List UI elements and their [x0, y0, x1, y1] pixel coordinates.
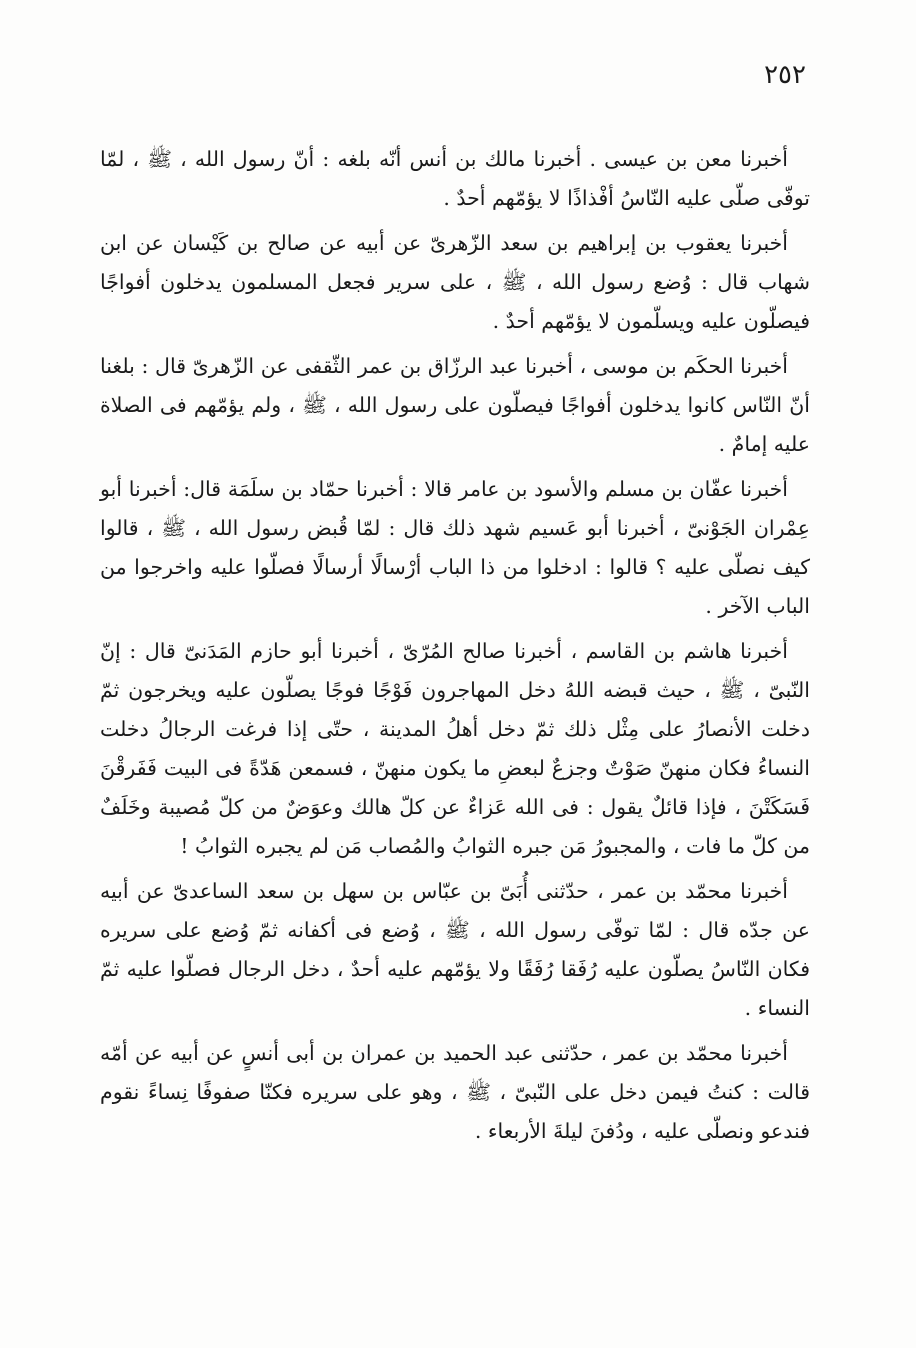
paragraph: أخبرنا محمّد بن عمر ، حدّثنى أُبَىّ بن عبّاس بن سهل بن سعد الساعدىّ عن أبيه عن جدّه قال : لمّا توفّى رسول الله ، ﷺ ، وُضع فى أكفانه ثمّ وُضع على سريره فكان النّاسُ يصلّون عليه رُفَقا رُفَقًا ولا يؤمّهم عليه أحدٌ ، دخل الرجال فصلّوا عليه ثمّ النساء .: [100, 879, 810, 1020]
paragraph: أخبرنا يعقوب بن إبراهيم بن سعد الزّهرىّ عن أبيه عن صالح بن كَيْسان عن ابن شهاب قال : وُضع رسول الله ، ﷺ ، على سرير فجعل المسلمون يدخلون أفواجًا فيصلّون عليه ويسلّمون لا يؤمّهم أحدٌ .: [100, 231, 810, 333]
paragraph: أخبرنا محمّد بن عمر ، حدّثنى عبد الحميد بن عمران بن أبى أنسٍ عن أبيه عن أمّه قالت : كنتُ فيمن دخل على النّبىّ ، ﷺ ، وهو على سريره فكنّا صفوفًا نِساءً نقوم فندعو ونصلّى عليه ، ودُفنَ ليلةَ الأربعاء .: [100, 1041, 810, 1143]
page-number: ٢٥٢: [764, 60, 806, 90]
paragraph: أخبرنا معن بن عيسى . أخبرنا مالك بن أنس أنّه بلغه : أنّ رسول الله ، ﷺ ، لمّا توفّى صلّى عليه النّاسُ أفْذاذًا لا يؤمّهم أحدٌ .: [100, 147, 810, 210]
body-text: [100, 140, 810, 1151]
paragraph: أخبرنا الحكَم بن موسى ، أخبرنا عبد الرزّاق بن عمر الثّقفى عن الزّهرىّ قال : بلغنا أنّ النّاس كانوا يدخلون أفواجًا فيصلّون على رسول الله ، ﷺ ، ولم يؤمّهم فى الصلاة عليه إمامٌ .: [100, 354, 810, 456]
paragraph: أخبرنا عفّان بن مسلم والأسود بن عامر قالا : أخبرنا حمّاد بن سلَمَة قال: أخبرنا أبو عِمْران الجَوْنىّ ، أخبرنا أبو عَسيم شهد ذلك قال : لمّا قُبض رسول الله ، ﷺ ، قالوا كيف نصلّى عليه ؟ قالوا : ادخلوا من ذا الباب أرْسالًا أرسالًا فصلّوا عليه واخرجوا من الباب الآخر .: [100, 477, 810, 618]
paragraph: أخبرنا هاشم بن القاسم ، أخبرنا صالح المُرّىّ ، أخبرنا أبو حازم المَدَنىّ قال : إنّ النّبىّ ، ﷺ ، حيث قبضه اللهُ دخل المهاجرون فَوْجًا فوجًا يصلّون عليه ويخرجون ثمّ دخلت الأنصارُ على مِثْل ذلك ثمّ دخل أهلُ المدينة ، حتّى إذا فرغت الرجالُ دخلت النساءُ فكان منهنّ صَوْتٌ وجزعٌ لبعضِ ما يكون منهنّ ، فسمعن هَدّةً فى البيت فَفَرقْنَ فَسَكَتْنَ ، فإذا قائلٌ يقول : فى الله عَزاءٌ عن كلّ هالك وعوَضٌ من كلّ مُصيبة وخَلَفٌ من كلّ ما فات ، والمجبورُ مَن جبره الثوابُ والمُصاب مَن لم يجبره الثوابُ !: [100, 639, 810, 858]
